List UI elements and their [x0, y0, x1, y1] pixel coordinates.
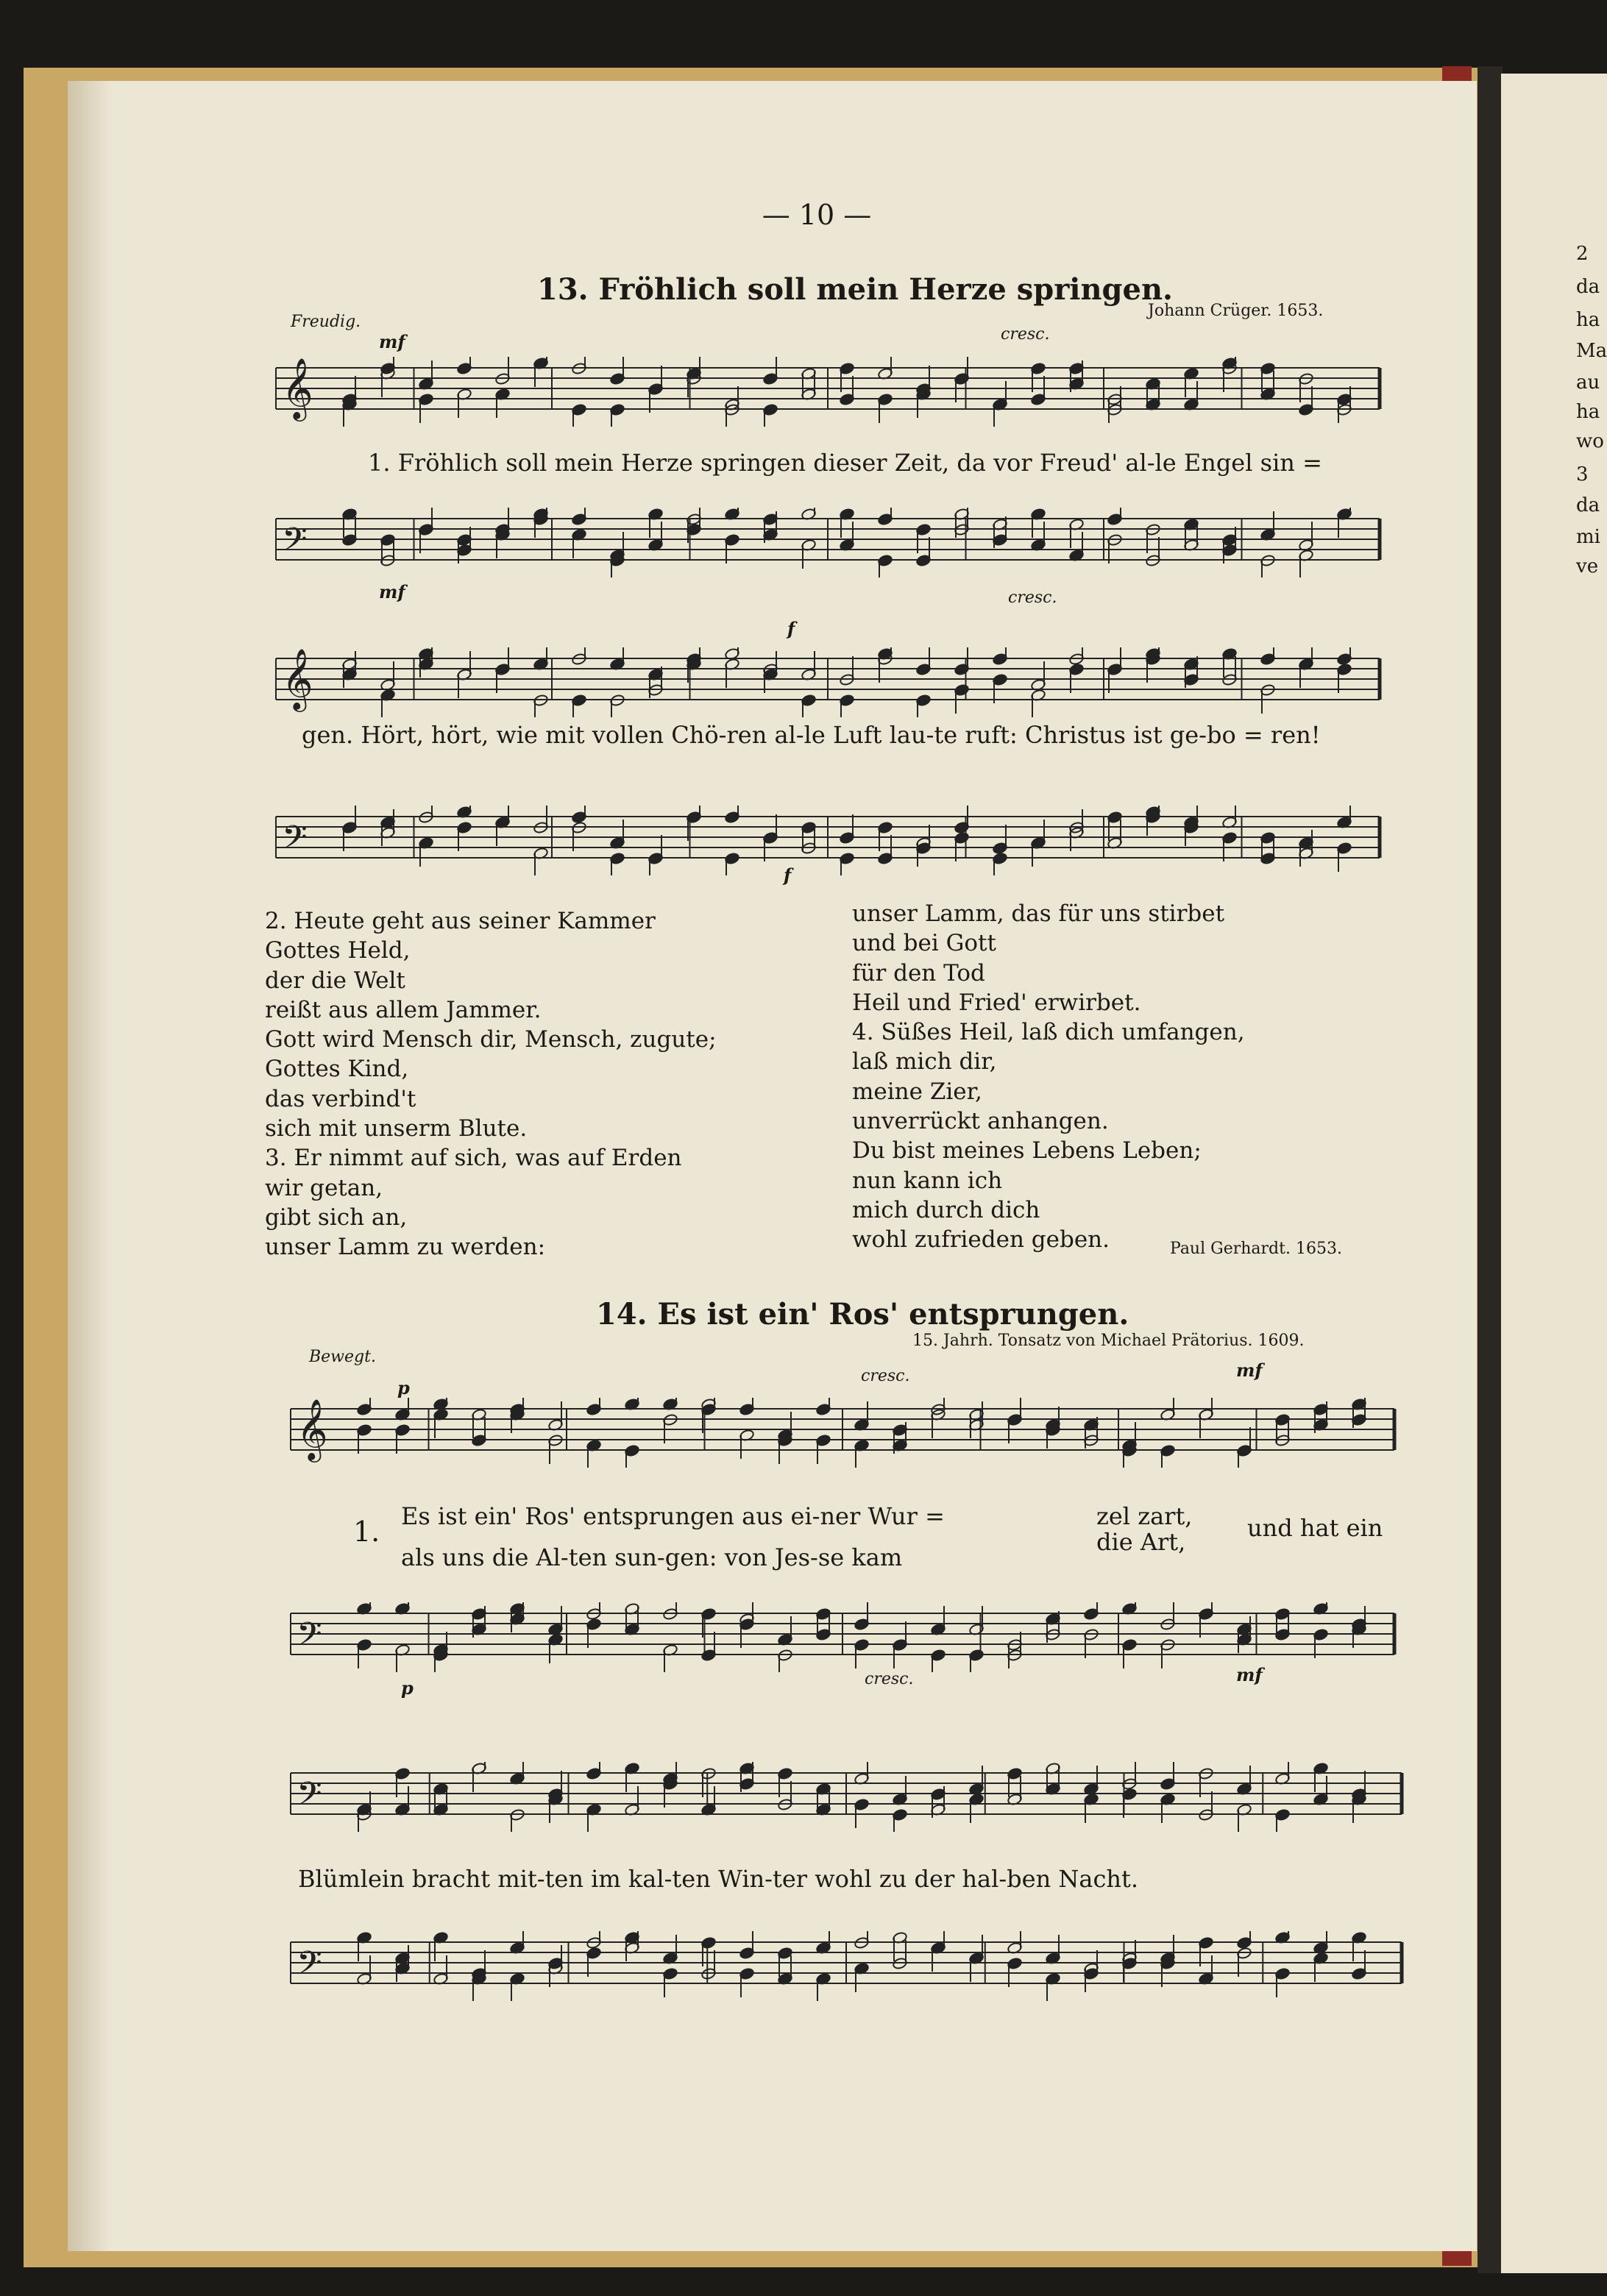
facing-page-fragment: wo	[1576, 430, 1604, 452]
facing-page-fragment: ha	[1576, 309, 1600, 331]
verse-line: wir getan,	[265, 1174, 383, 1201]
hymn-14-lyric-a-end: zel zart,	[1096, 1502, 1193, 1530]
treble-clef-icon: 𝄞	[282, 357, 313, 419]
verse-line: 2. Heute geht aus seiner Kammer	[265, 908, 656, 934]
cresc-marking: cresc.	[865, 1670, 914, 1688]
facing-page-fragment: 3	[1576, 463, 1589, 486]
hymn-13-author: Paul Gerhardt. 1653.	[1170, 1240, 1342, 1258]
hymn-14-system-2-treble	[276, 1762, 1409, 1832]
verse-line: Gottes Held,	[265, 937, 411, 964]
dynamic-mf: mf	[1236, 1664, 1263, 1685]
bass-clef-icon: 𝄢	[297, 1615, 322, 1661]
dynamic-f: f	[784, 864, 792, 886]
hymn-14-lyric-b-end: die Art,	[1096, 1528, 1186, 1556]
verse-line: meine Zier,	[852, 1078, 982, 1105]
hymn-13-system-2-bass	[261, 806, 1387, 875]
dynamic-mf: mf	[1236, 1360, 1263, 1381]
facing-page-fragment: 2	[1576, 243, 1589, 265]
verse-line: und bei Gott	[852, 930, 996, 957]
hymn-13-system-2-treble	[261, 647, 1387, 717]
verse-line: mich durch dich	[852, 1196, 1040, 1223]
treble-clef-icon: 𝄞	[297, 1398, 328, 1460]
page-number: — 10 —	[762, 199, 872, 231]
verse-line: gibt sich an,	[265, 1204, 408, 1231]
verse-line: Du bist meines Lebens Leben;	[852, 1137, 1202, 1165]
cresc-marking: cresc.	[1001, 325, 1050, 344]
verse-line: reißt aus allem Jammer.	[265, 996, 542, 1023]
bass-clef-icon: 𝄢	[297, 1944, 322, 1990]
facing-page-fragment: ha	[1576, 401, 1600, 423]
cresc-marking: cresc.	[1008, 589, 1057, 607]
facing-page-fragment: da	[1576, 276, 1600, 298]
hymn-14-lyric-line-2: Blümlein bracht mit-ten im kal-ten Win-ter wohl zu der hal-ben Nacht.	[298, 1865, 1139, 1893]
facing-page-fragment: Ma	[1576, 340, 1607, 362]
verse-line: 4. Süßes Heil, laß dich umfangen,	[852, 1019, 1245, 1046]
verse-line: unverrückt anhangen.	[852, 1108, 1109, 1135]
verse-line: Gottes Kind,	[265, 1056, 409, 1083]
hymn-14-tempo: Bewegt.	[309, 1348, 376, 1366]
verse-line: unser Lamm zu werden:	[265, 1234, 546, 1261]
verse-line: nun kann ich	[852, 1167, 1003, 1194]
dynamic-mf: mf	[379, 331, 405, 352]
dynamic-f: f	[787, 618, 795, 639]
facing-page-fragment: ve	[1576, 555, 1599, 577]
verse-line: Heil und Fried' erwirbet.	[852, 989, 1141, 1016]
hymn-13-system-1-treble	[261, 357, 1387, 427]
hymn-13-lyric-line-2: gen. Hört, hört, wie mit vollen Chö-ren al-le Luft lau-te ruft: Christus ist ge-bo = ren!	[302, 721, 1321, 749]
dynamic-p: p	[401, 1677, 414, 1699]
verse-line: wohl zufrieden geben.	[852, 1226, 1110, 1254]
treble-clef-icon: 𝄞	[282, 647, 313, 709]
verse-line: das verbind't	[265, 1085, 416, 1112]
verse-line: laß mich dir,	[852, 1048, 997, 1076]
hymn-13-verses-right	[852, 899, 1245, 1255]
hymn-14-composer: 15. Jahrh. Tonsatz von Michael Prätorius. 1609.	[912, 1332, 1305, 1350]
bass-clef-icon: 𝄢	[297, 1774, 322, 1821]
verse-line: für den Tod	[852, 959, 985, 987]
verse-line: sich mit unserm Blute.	[265, 1115, 528, 1142]
book-gutter	[1477, 66, 1503, 2273]
hymn-14-verse-number: 1.	[353, 1515, 380, 1548]
verse-line: 3. Er nimmt auf sich, was auf Erden	[265, 1145, 682, 1172]
facing-page-fragment: da	[1576, 494, 1600, 516]
hymn-14-lyric-a: Es ist ein' Ros' entsprungen aus ei-ner Wur =	[401, 1502, 945, 1530]
hymn-14-system-1-treble	[276, 1398, 1402, 1468]
facing-page-fragment: au	[1576, 372, 1600, 394]
verse-line: Gott wird Mensch dir, Mensch, zugute;	[265, 1026, 717, 1053]
hymn-13-verses-left	[265, 906, 717, 1262]
hymn-14-system-1-bass	[276, 1602, 1402, 1672]
hymn-13-composer: Johann Crüger. 1653.	[1148, 302, 1324, 320]
verse-line: unser Lamm, das für uns stirbet	[852, 900, 1225, 927]
dynamic-p: p	[397, 1377, 410, 1398]
hymn-13-lyric-line-1: 1. Fröhlich soll mein Herze springen dieser Zeit, da vor Freud' al-le Engel sin =	[368, 449, 1322, 477]
hymn-14-lyric-tail: und hat ein	[1247, 1514, 1383, 1542]
dynamic-mf: mf	[379, 581, 405, 603]
bass-clef-icon: 𝄢	[282, 818, 308, 864]
bass-clef-icon: 𝄢	[282, 520, 308, 566]
hymn-14-system-2-bass	[276, 1931, 1409, 2001]
hymn-13-title: 13. Fröhlich soll mein Herze springen.	[537, 272, 1173, 307]
verse-line: der die Welt	[265, 967, 405, 994]
hymn-13-system-1-bass	[261, 508, 1387, 577]
hymn-13-tempo: Freudig.	[291, 313, 361, 331]
hymn-14-title: 14. Es ist ein' Ros' entsprungen.	[596, 1297, 1129, 1332]
cresc-marking: cresc.	[861, 1367, 910, 1385]
facing-page-fragment: mi	[1576, 526, 1600, 548]
hymn-14-lyric-b: als uns die Al-ten sun-gen: von Jes-se kam	[401, 1543, 903, 1571]
